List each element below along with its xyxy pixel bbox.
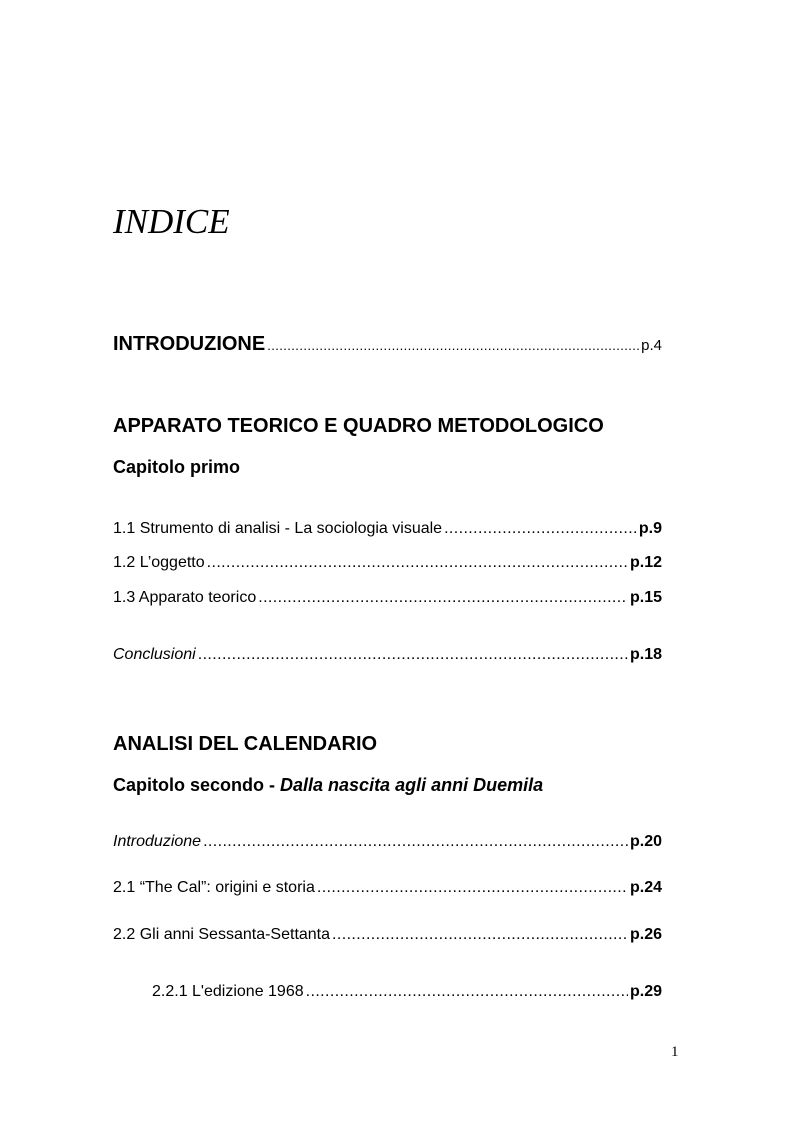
toc-page: p.12 bbox=[629, 554, 662, 571]
dot-leader bbox=[267, 338, 639, 353]
dot-leader bbox=[198, 646, 628, 664]
toc-label: 2.2 Gli anni Sessanta-Settanta bbox=[113, 926, 331, 943]
dot-leader bbox=[203, 833, 628, 851]
toc-entry-introduzione[interactable] bbox=[113, 333, 662, 356]
toc-entry-2-1[interactable] bbox=[113, 879, 662, 897]
toc-page: p.15 bbox=[629, 589, 662, 606]
toc-label: 1.1 Strumento di analisi - La sociologia visuale bbox=[113, 520, 443, 537]
dot-leader bbox=[317, 879, 628, 897]
toc-entry-1-1[interactable] bbox=[113, 520, 662, 538]
toc-page: p.9 bbox=[638, 520, 662, 537]
page-title: INDICE bbox=[113, 202, 230, 241]
toc-label: Introduzione bbox=[113, 833, 202, 850]
dot-leader bbox=[207, 554, 628, 572]
toc-label: 2.2.1 L'edizione 1968 bbox=[152, 983, 304, 1000]
toc-entry-conclusioni[interactable] bbox=[113, 646, 662, 664]
toc-entry-introduzione-cap2[interactable] bbox=[113, 833, 662, 851]
toc-entry-2-2-1[interactable] bbox=[152, 983, 662, 1001]
toc-label: 2.1 “The Cal”: origini e storia bbox=[113, 879, 315, 896]
chapter-heading-primo: Capitolo primo bbox=[113, 457, 240, 477]
toc-label: 1.2 L’oggetto bbox=[113, 554, 205, 571]
toc-label: Conclusioni bbox=[113, 646, 196, 663]
dot-leader bbox=[258, 589, 628, 607]
toc-entry-1-2[interactable] bbox=[113, 554, 662, 572]
toc-entry-1-3[interactable] bbox=[113, 589, 662, 607]
dot-leader bbox=[444, 520, 637, 538]
toc-page: p.29 bbox=[629, 983, 662, 1000]
toc-page: p.26 bbox=[629, 926, 662, 943]
toc-label: INTRODUZIONE bbox=[113, 333, 266, 355]
chapter-prefix: Capitolo secondo - bbox=[113, 775, 281, 795]
section-heading-apparato: APPARATO TEORICO E QUADRO METODOLOGICO bbox=[113, 415, 604, 437]
chapter-title: Dalla nascita agli anni Duemila bbox=[280, 775, 544, 795]
dot-leader bbox=[306, 983, 628, 1001]
page-number: 1 bbox=[671, 1044, 679, 1060]
toc-page: p.20 bbox=[629, 833, 662, 850]
section-heading-analisi: ANALISI DEL CALENDARIO bbox=[113, 733, 378, 755]
toc-page: p.18 bbox=[629, 646, 662, 663]
toc-entry-2-2[interactable] bbox=[113, 926, 662, 944]
dot-leader bbox=[332, 926, 628, 944]
chapter-heading-secondo bbox=[113, 775, 543, 796]
toc-label: 1.3 Apparato teorico bbox=[113, 589, 257, 606]
toc-page: p.24 bbox=[629, 879, 662, 896]
toc-page: p.4 bbox=[641, 337, 662, 354]
